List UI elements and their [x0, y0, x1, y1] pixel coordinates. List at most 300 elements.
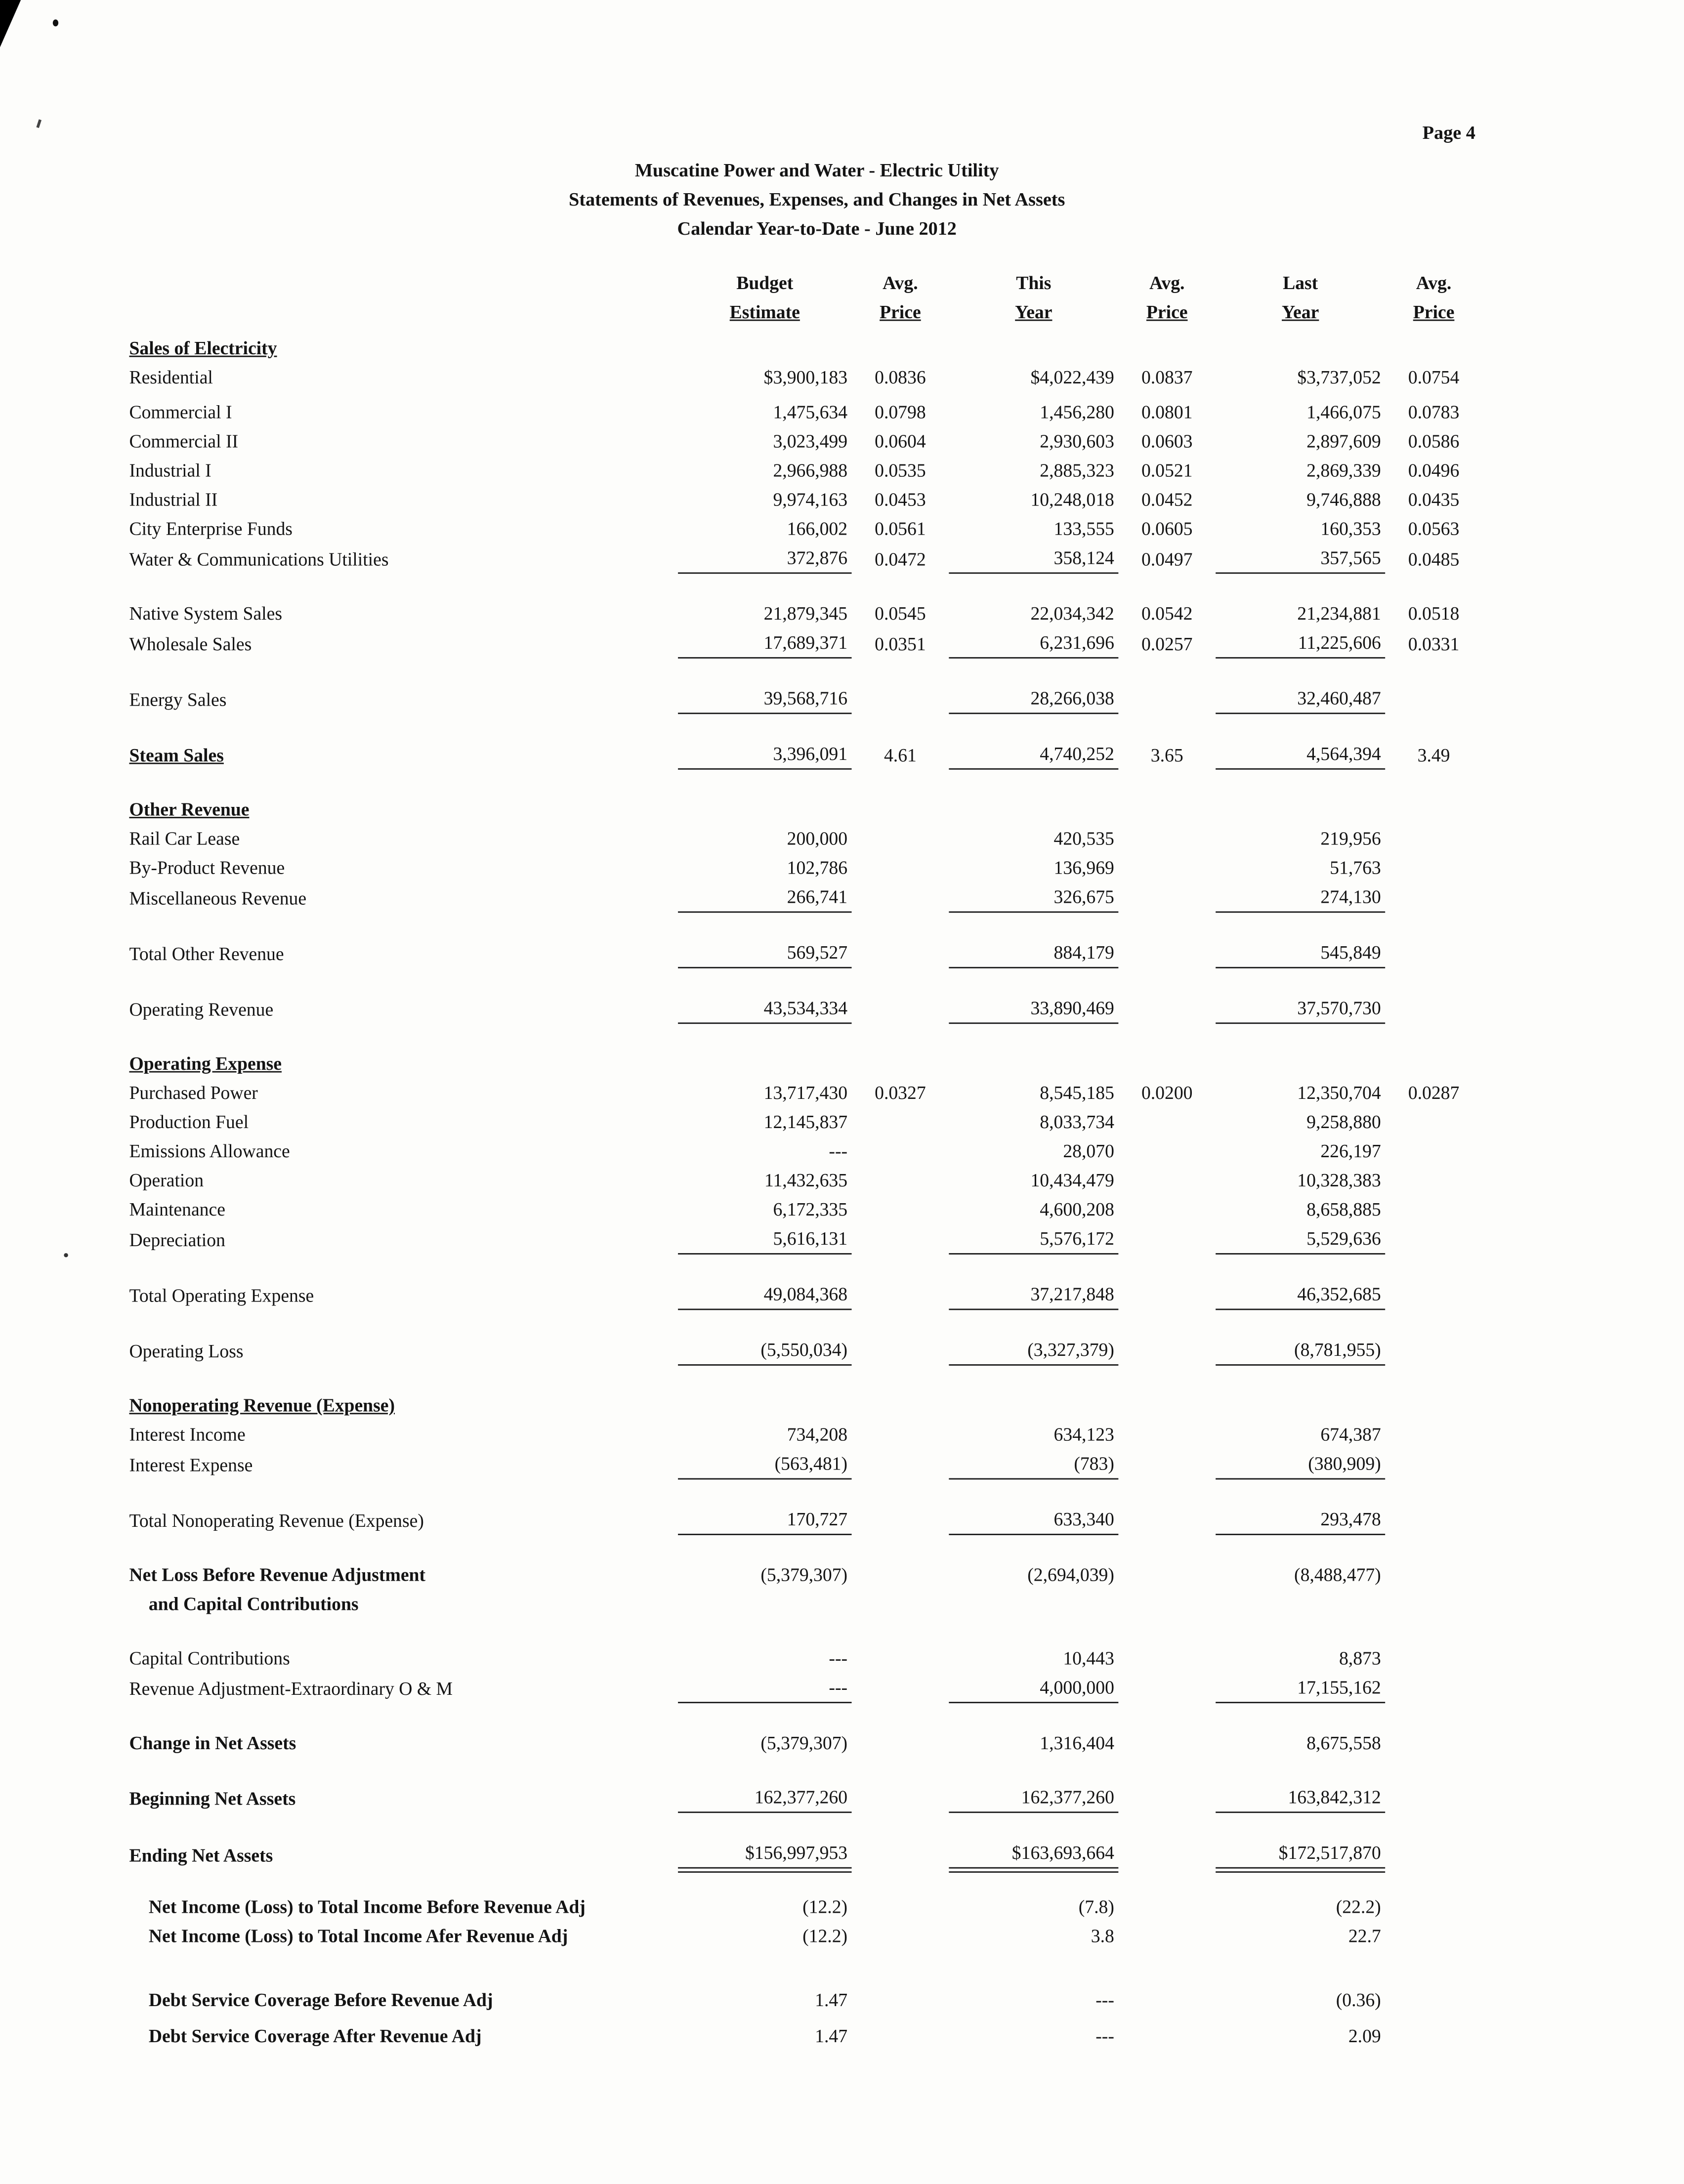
- statement-body: [129, 327, 1482, 2051]
- spacer-row: [129, 658, 1482, 683]
- cell-this_year: 4,600,208: [1040, 1199, 1114, 1220]
- row-label: Debt Service Coverage After Revenue Adj: [148, 2025, 482, 2047]
- cell-this_year: 1,316,404: [1040, 1732, 1114, 1754]
- cell-budget: 43,534,334: [678, 993, 851, 1023]
- table-row: [129, 363, 1482, 392]
- page-number: Page 4: [1422, 122, 1475, 143]
- cell-avg1: [852, 1643, 949, 1673]
- table-row: [129, 1921, 1482, 1950]
- cell-avg3: [1385, 1921, 1482, 1950]
- cell-budget: 13,717,430: [763, 1082, 848, 1103]
- cell-avg2: 0.0801: [1141, 401, 1193, 422]
- cell-avg1: 0.0351: [875, 632, 926, 654]
- cell-avg2: 0.0605: [1141, 518, 1193, 539]
- row-label: Commercial II: [129, 430, 239, 452]
- cell-avg1: 0.0798: [875, 401, 926, 422]
- cell-avg2: [1118, 1892, 1216, 1921]
- cell-avg2: 0.0521: [1141, 460, 1193, 481]
- cell-avg3: [1385, 1335, 1482, 1365]
- cell-this_year: 1,456,280: [1040, 401, 1114, 422]
- cell-this_year: $4,022,439: [1030, 367, 1114, 388]
- spacer-row: [129, 1479, 1482, 1505]
- table-row: [129, 882, 1482, 912]
- row-label: Industrial II: [129, 489, 218, 510]
- cell-avg3: 0.0496: [1408, 460, 1460, 481]
- cell-avg1: [852, 1560, 949, 1589]
- row-label: Emissions Allowance: [129, 1140, 290, 1162]
- cell-avg3: 0.0754: [1408, 367, 1460, 388]
- cell-budget: 162,377,260: [678, 1782, 851, 1812]
- cell-avg1: [852, 1782, 949, 1812]
- table-row: [129, 1078, 1482, 1107]
- spacer-cell: [129, 658, 1482, 683]
- cell-avg2: [1118, 1728, 1216, 1758]
- cell-avg1: [852, 1838, 949, 1870]
- cell-avg3: [1385, 1505, 1482, 1534]
- cell-avg2: [1118, 1279, 1216, 1309]
- table-row: [129, 1279, 1482, 1309]
- spacer-cell: [129, 1619, 1482, 1644]
- cell-this_year: 6,231,696: [949, 628, 1118, 658]
- cell-this_year: 8,033,734: [1040, 1111, 1114, 1133]
- cell-avg2: [1118, 1136, 1216, 1166]
- cell-this_year: 358,124: [949, 543, 1118, 573]
- table-row: [129, 1449, 1482, 1478]
- cell-budget: 3,023,499: [773, 430, 848, 452]
- table-row: [129, 1782, 1482, 1812]
- cell-avg3: [1385, 1728, 1482, 1758]
- cell-budget: 1.47: [815, 2025, 848, 2047]
- row-label: Maintenance: [129, 1199, 225, 1220]
- cell-avg3: [1385, 1838, 1482, 1870]
- row-label: Net Income (Loss) to Total Income Before Revenue Adj: [148, 1896, 586, 1918]
- cell-budget: 3,396,091: [678, 739, 851, 769]
- cell-last_year: 51,763: [1330, 857, 1381, 878]
- table-row: [129, 543, 1482, 573]
- cell-avg3: [1385, 882, 1482, 912]
- row-label: Total Operating Expense: [129, 1284, 314, 1305]
- financial-statement: [129, 268, 1482, 2051]
- cell-avg1: [852, 1107, 949, 1136]
- cell-this_year: 10,434,479: [1030, 1170, 1114, 1191]
- cell-avg1: [852, 938, 949, 967]
- row-label: Operation: [129, 1170, 204, 1191]
- spacer-cell: [129, 573, 1482, 599]
- cell-budget: 569,527: [678, 938, 851, 967]
- row-label: Rail Car Lease: [129, 828, 240, 849]
- cell-last_year: 17,155,162: [1216, 1673, 1385, 1702]
- table-row: [129, 1838, 1482, 1870]
- cell-budget: 200,000: [787, 828, 848, 849]
- spacer-cell: [129, 1479, 1482, 1505]
- table-row: [129, 1107, 1482, 1136]
- cell-avg1: [852, 683, 949, 713]
- cell-avg1: [852, 1224, 949, 1254]
- cell-this_year: 326,675: [949, 882, 1118, 912]
- cell-this_year: (3,327,379): [949, 1335, 1118, 1365]
- row-label-text: Steam Sales: [129, 744, 224, 765]
- cell-this_year: 33,890,469: [949, 993, 1118, 1023]
- table-row: [129, 1136, 1482, 1166]
- cell-avg3: [1385, 1449, 1482, 1478]
- cell-avg3: [1385, 824, 1482, 853]
- cell-budget: (12.2): [802, 1896, 848, 1918]
- cell-budget: $156,997,953: [678, 1838, 851, 1870]
- cell-avg3: 3.49: [1417, 744, 1450, 765]
- cell-this_year: 634,123: [1053, 1424, 1114, 1445]
- cell-avg1: [852, 1166, 949, 1195]
- cell-this_year: $163,693,664: [949, 1838, 1118, 1870]
- spacer-row: [129, 1365, 1482, 1390]
- table-row: [129, 1335, 1482, 1365]
- section-row: [129, 1390, 1482, 1420]
- table-row: [129, 1892, 1482, 1921]
- cell-last_year: 8,658,885: [1306, 1199, 1381, 1220]
- spacer-cell: [129, 1870, 1482, 1892]
- row-label: Depreciation: [129, 1228, 225, 1250]
- cell-avg1: 0.0453: [875, 489, 926, 510]
- cell-avg2: [1118, 1166, 1216, 1195]
- spacer-cell: [129, 1365, 1482, 1390]
- cell-budget: ---: [829, 1140, 848, 1162]
- scan-artifact-speck: [64, 1253, 68, 1257]
- spacer-cell: [129, 769, 1482, 795]
- section-header-label: Other Revenue: [129, 798, 250, 820]
- cell-this_year: (783): [949, 1449, 1118, 1478]
- column-header-avg3-2: Price: [1413, 301, 1455, 323]
- cell-last_year: (8,488,477): [1294, 1564, 1381, 1586]
- cell-avg3: 0.0783: [1408, 401, 1460, 422]
- cell-this_year: 884,179: [949, 938, 1118, 967]
- cell-last_year: 32,460,487: [1216, 683, 1385, 713]
- cell-budget: (12.2): [802, 1925, 848, 1947]
- cell-avg2: 0.0497: [1141, 548, 1193, 569]
- cell-this_year: 4,000,000: [949, 1673, 1118, 1702]
- cell-avg1: 0.0472: [875, 548, 926, 569]
- cell-avg3: [1385, 1166, 1482, 1195]
- table-row: [129, 824, 1482, 853]
- cell-budget: 734,208: [787, 1424, 848, 1445]
- section-row: [129, 1049, 1482, 1078]
- table-row: [129, 683, 1482, 713]
- table-row: [129, 485, 1482, 514]
- cell-last_year: 274,130: [1216, 882, 1385, 912]
- table-row: [129, 397, 1482, 426]
- cell-avg2: [1118, 1505, 1216, 1534]
- spacer-row: [129, 1812, 1482, 1838]
- cell-this_year: 10,443: [1063, 1647, 1114, 1669]
- cell-avg1: [852, 1449, 949, 1478]
- row-label: Residential: [129, 367, 213, 388]
- cell-avg1: 0.0327: [875, 1082, 926, 1103]
- cell-last_year: 219,956: [1320, 828, 1381, 849]
- document-title: Muscatine Power and Water - Electric Utility: [634, 160, 999, 181]
- cell-avg2: [1118, 1107, 1216, 1136]
- cell-avg2: [1118, 1224, 1216, 1254]
- section-header-label: Nonoperating Revenue (Expense): [129, 1394, 395, 1416]
- row-label: Water & Communications Utilities: [129, 548, 389, 569]
- cell-budget: 170,727: [678, 1505, 851, 1534]
- cell-last_year: 545,849: [1216, 938, 1385, 967]
- column-header-row-2: [129, 297, 1482, 327]
- cell-last_year: 22.7: [1348, 1925, 1381, 1947]
- cell-avg2: 0.0603: [1141, 430, 1193, 452]
- cell-budget: 1.47: [815, 1989, 848, 2011]
- cell-budget: (5,379,307): [760, 1732, 848, 1754]
- cell-last_year: $3,737,052: [1297, 367, 1381, 388]
- table-row: [129, 1728, 1482, 1758]
- row-label: Net Income (Loss) to Total Income Afer Revenue Adj: [148, 1925, 568, 1947]
- cell-budget: 2,966,988: [773, 460, 848, 481]
- cell-last_year: (380,909): [1216, 1449, 1385, 1478]
- cell-budget: 266,741: [678, 882, 851, 912]
- table-row: [129, 1166, 1482, 1195]
- cell-avg3: [1385, 1643, 1482, 1673]
- row-label: Energy Sales: [129, 688, 227, 710]
- spacer-row: [129, 714, 1482, 739]
- cell-avg3: [1385, 938, 1482, 967]
- row-label: Capital Contributions: [129, 1647, 290, 1669]
- column-header-thisyear-1: This: [1016, 272, 1052, 294]
- row-label: Interest Expense: [129, 1454, 253, 1475]
- cell-avg1: 0.0545: [875, 603, 926, 624]
- row-label: Industrial I: [129, 460, 211, 481]
- spacer-row: [129, 1870, 1482, 1892]
- column-header-empty: [129, 297, 678, 327]
- column-header-empty: [129, 268, 678, 297]
- cell-avg1: [852, 1985, 949, 2015]
- row-label: Wholesale Sales: [129, 632, 252, 654]
- cell-avg3: [1385, 993, 1482, 1023]
- cell-avg2: [1118, 1921, 1216, 1950]
- spacer-cell: [129, 1023, 1482, 1049]
- spacer-cell: [129, 714, 1482, 739]
- spacer-row: [129, 2015, 1482, 2021]
- cell-avg3: 0.0586: [1408, 430, 1460, 452]
- cell-this_year: ---: [1095, 1989, 1114, 2011]
- cell-avg3: [1385, 1560, 1482, 1589]
- table-row: [129, 628, 1482, 658]
- spacer-row: [129, 912, 1482, 938]
- cell-last_year: 293,478: [1216, 1505, 1385, 1534]
- spacer-cell: [129, 1812, 1482, 1838]
- cell-avg2: [1118, 1673, 1216, 1702]
- cell-budget: (5,550,034): [678, 1335, 851, 1365]
- cell-avg3: [1385, 853, 1482, 882]
- cell-last_year: 2.09: [1348, 2025, 1381, 2047]
- cell-this_year: (2,694,039): [1027, 1564, 1114, 1586]
- cell-budget: 11,432,635: [764, 1170, 848, 1191]
- cell-avg2: 0.0837: [1141, 367, 1193, 388]
- row-label: By-Product Revenue: [129, 857, 285, 878]
- cell-this_year: 133,555: [1053, 518, 1114, 539]
- cell-last_year: (0.36): [1336, 1989, 1381, 2011]
- cell-avg1: [852, 853, 949, 882]
- cell-avg1: [852, 1195, 949, 1224]
- cell-avg1: [852, 1728, 949, 1758]
- table-row: [129, 426, 1482, 456]
- cell-last_year: 4,564,394: [1216, 739, 1385, 769]
- column-header-avg1-1: Avg.: [883, 272, 918, 294]
- cell-budget: 17,689,371: [678, 628, 851, 658]
- row-label: Commercial I: [129, 401, 232, 422]
- cell-avg2: 0.0452: [1141, 489, 1193, 510]
- row-label: Total Other Revenue: [129, 942, 284, 964]
- cell-avg2: [1118, 1782, 1216, 1812]
- cell-avg3: [1385, 2021, 1482, 2051]
- cell-avg1: [852, 824, 949, 853]
- cell-this_year: 37,217,848: [949, 1279, 1118, 1309]
- cell-avg1: [852, 1136, 949, 1166]
- section-header: [129, 795, 1482, 824]
- document-subtitle: Statements of Revenues, Expenses, and Changes in Net Assets: [568, 189, 1065, 210]
- spacer-row: [129, 967, 1482, 993]
- cell-this_year: 2,885,323: [1040, 460, 1114, 481]
- cell-this_year: 10,248,018: [1030, 489, 1114, 510]
- spacer-cell: [129, 1950, 1482, 1985]
- cell-avg3: 0.0331: [1408, 632, 1460, 654]
- cell-avg2: [1118, 1643, 1216, 1673]
- cell-avg2: [1118, 1985, 1216, 2015]
- cell-last_year: 21,234,881: [1297, 603, 1381, 624]
- cell-last_year: 2,897,609: [1306, 430, 1381, 452]
- cell-avg2: [1118, 1449, 1216, 1478]
- cell-last_year: 674,387: [1320, 1424, 1381, 1445]
- cell-avg2: [1118, 2021, 1216, 2051]
- cell-avg2: 0.0200: [1141, 1082, 1193, 1103]
- table-row: [129, 1643, 1482, 1673]
- spacer-row: [129, 1619, 1482, 1644]
- row-label: Debt Service Coverage Before Revenue Adj: [148, 1989, 493, 2011]
- spacer-cell: [129, 1758, 1482, 1783]
- spacer-row: [129, 1254, 1482, 1279]
- cell-avg1: 4.61: [884, 744, 917, 765]
- cell-avg2: 0.0257: [1141, 632, 1193, 654]
- cell-avg2: [1118, 1560, 1216, 1589]
- spacer-row: [129, 327, 1482, 334]
- spacer-row: [129, 1534, 1482, 1560]
- cell-last_year: 357,565: [1216, 543, 1385, 573]
- row-label: Total Nonoperating Revenue (Expense): [129, 1509, 424, 1530]
- cell-budget: (5,379,307): [760, 1564, 848, 1586]
- cell-avg3: 0.0485: [1408, 548, 1460, 569]
- table-row: [129, 993, 1482, 1023]
- scan-artifact-speck: [36, 119, 42, 128]
- spacer-cell: [129, 1254, 1482, 1279]
- cell-avg3: [1385, 1420, 1482, 1449]
- cell-avg1: [852, 1505, 949, 1534]
- cell-this_year: 2,930,603: [1040, 430, 1114, 452]
- cell-avg1: [852, 1673, 949, 1702]
- cell-this_year: 633,340: [949, 1505, 1118, 1534]
- table-row: [129, 1560, 1482, 1589]
- cell-avg3: [1385, 1107, 1482, 1136]
- row-label: Ending Net Assets: [129, 1845, 273, 1866]
- table-row: [129, 1985, 1482, 2015]
- row-label: Production Fuel: [129, 1111, 249, 1133]
- cell-avg1: [852, 2021, 949, 2051]
- cell-avg1: [852, 1921, 949, 1950]
- row-label-line2: and Capital Contributions: [148, 1593, 359, 1615]
- spacer-row: [129, 769, 1482, 795]
- column-header-row-1: [129, 268, 1482, 297]
- cell-budget: 39,568,716: [678, 683, 851, 713]
- column-header-thisyear-2: Year: [1015, 301, 1052, 323]
- section-header-label: Sales of Electricity: [129, 337, 277, 359]
- cell-avg2: [1118, 1420, 1216, 1449]
- cell-avg2: [1118, 1195, 1216, 1224]
- cell-avg2: 0.0542: [1141, 603, 1193, 624]
- cell-budget: 1,475,634: [773, 401, 848, 422]
- spacer-row: [129, 1758, 1482, 1783]
- row-label: Beginning Net Assets: [129, 1787, 296, 1808]
- cell-this_year: 136,969: [1053, 857, 1114, 878]
- spacer-row: [129, 1950, 1482, 1985]
- cell-this_year: 22,034,342: [1030, 603, 1114, 624]
- cell-last_year: 8,675,558: [1306, 1732, 1381, 1754]
- cell-this_year: 162,377,260: [949, 1782, 1118, 1812]
- spacer-row: [129, 1703, 1482, 1728]
- cell-avg3: [1385, 1224, 1482, 1254]
- cell-avg3: [1385, 1985, 1482, 2015]
- spacer-row: [129, 1023, 1482, 1049]
- cell-avg2: [1118, 993, 1216, 1023]
- table-row-continuation: [129, 1589, 1482, 1618]
- cell-last_year: 37,570,730: [1216, 993, 1385, 1023]
- cell-avg1: [852, 1335, 949, 1365]
- cell-avg3: [1385, 683, 1482, 713]
- row-label: Purchased Power: [129, 1082, 258, 1103]
- cell-budget: ---: [829, 1647, 848, 1669]
- cell-avg3: 0.0563: [1408, 518, 1460, 539]
- column-header-lastyear-1: Last: [1283, 272, 1318, 294]
- section-header-label: Operating Expense: [129, 1053, 282, 1074]
- section-header: [129, 334, 1482, 363]
- cell-budget: 21,879,345: [763, 603, 848, 624]
- cell-this_year: 28,070: [1063, 1140, 1114, 1162]
- spacer-cell: [129, 327, 1482, 334]
- cell-avg2: [1118, 882, 1216, 912]
- cell-avg2: [1118, 683, 1216, 713]
- cell-budget: 6,172,335: [773, 1199, 848, 1220]
- column-header-budget-1: Budget: [736, 272, 794, 294]
- cell-last_year: 163,842,312: [1216, 1782, 1385, 1812]
- cell-last_year: 1,466,075: [1306, 401, 1381, 422]
- cell-last_year: 9,746,888: [1306, 489, 1381, 510]
- cell-this_year: ---: [1095, 2025, 1114, 2047]
- cell-avg3: 0.0518: [1408, 603, 1460, 624]
- cell-avg3: [1385, 1136, 1482, 1166]
- table-row: [129, 938, 1482, 967]
- cell-budget: 12,145,837: [763, 1111, 848, 1133]
- cell-last_year: (8,781,955): [1216, 1335, 1385, 1365]
- cell-avg1: [852, 1279, 949, 1309]
- cell-avg3: [1385, 1673, 1482, 1702]
- cell-this_year: 420,535: [1053, 828, 1114, 849]
- cell-avg2: [1118, 1838, 1216, 1870]
- cell-budget: $3,900,183: [763, 367, 848, 388]
- document-header: [129, 156, 1504, 243]
- cell-avg3: 0.0435: [1408, 489, 1460, 510]
- cell-last_year: 11,225,606: [1216, 628, 1385, 658]
- cell-last_year: 2,869,339: [1306, 460, 1381, 481]
- cell-last_year: $172,517,870: [1216, 1838, 1385, 1870]
- cell-budget: 5,616,131: [678, 1224, 851, 1254]
- spacer-cell: [129, 1309, 1482, 1335]
- table-row: [129, 599, 1482, 628]
- cell-avg1: 0.0604: [875, 430, 926, 452]
- table-row: [129, 1673, 1482, 1702]
